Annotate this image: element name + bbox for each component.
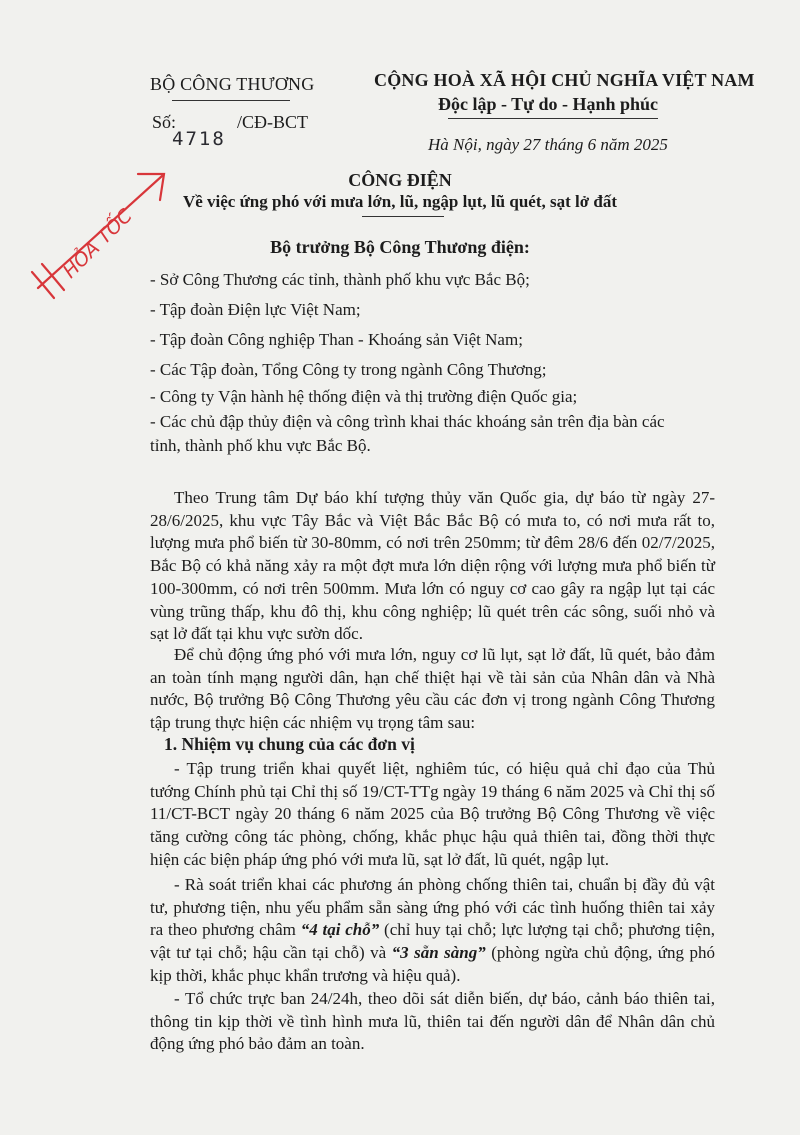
three-ready-motto: “3 sẵn sàng” [391,943,486,963]
ministry-underline [172,100,290,101]
paragraph-text-part: (chỉ huy tại chỗ; lực lượng tại chỗ; phương tiện, vật tư tại chỗ; hậu cần tại chỗ) và [150,920,715,963]
four-on-site-motto: “4 tại chỗ” [300,920,380,940]
recipient-item: - Công ty Vận hành hệ thống điện và thị trường điện Quốc gia; [150,387,578,406]
paragraph-text: - Tập trung triển khai quyết liệt, nghiêm túc, có hiệu quả chỉ đạo của Thủ tướng Chính phủ tại Chỉ thị số 19/CT-TTg ngày 19 tháng 6 năm 2025 và Chỉ thị số 11/CT-BCT ngày 20 tháng 6 năm 2025 của Bộ trưởng Bộ Công Thương về việc tăng cường công tác phòng, chống, khắc phục hậu quả thiên tai, đồng thời thực hiện các biện pháp ứng phó với mưa lũ, sạt lở đất, lũ quét, ngập lụt. [150,759,715,869]
document-subject: Về việc ứng phó với mưa lớn, lũ, ngập lụt, lũ quét, sạt lở đất [182,192,618,211]
task-paragraph [150,988,715,1056]
national-title: CỘNG HOÀ XÃ HỘI CHỦ NGHĨA VIỆT NAM [374,70,755,90]
document-number-suffix: /CĐ-BCT [237,112,309,132]
subject-underline [362,216,444,217]
paragraph-text: Để chủ động ứng phó với mưa lớn, nguy cơ lũ lụt, sạt lở đất, lũ quét, bảo đảm an toàn tính mạng người dân, hạn chế thiệt hại về tài sản của Nhân dân và Nhà nước, Bộ trưởng Bộ Công Thương yêu cầu các đơn vị trong ngành Công Thương tập trung thực hiện các nhiệm vụ trọng tâm sau: [150,645,715,733]
recipient-item: - Sở Công Thương các tỉnh, thành phố khu vực Bắc Bộ; [150,270,530,289]
recipient-item: - Tập đoàn Công nghiệp Than - Khoáng sản Việt Nam; [150,330,523,349]
place-date: Hà Nội, ngày 27 tháng 6 năm 2025 [428,135,668,154]
urgent-stamp-text: HỎA TỐC [58,204,137,283]
recipient-item: - Các Tập đoàn, Tổng Công ty trong ngành Công Thương; [150,360,547,379]
motto-underline [448,118,658,119]
paragraph-text-part: - Rà soát triển khai các phương án phòng chống thiên tai, chuẩn bị đầy đủ vật tư, phương tiện, nhu yếu phẩm sẵn sàng ứng phó với các tình huống thiên tai xảy ra theo phương châm [150,875,715,940]
document-number-label: Số: [152,112,177,132]
ministry-name: BỘ CÔNG THƯƠNG [150,74,315,94]
document-type: CÔNG ĐIỆN [348,170,452,190]
forecast-paragraph [150,487,715,646]
document-number-handwritten: 4718 [172,128,226,150]
task-paragraph [150,874,715,988]
paragraph-text: Theo Trung tâm Dự báo khí tượng thủy văn Quốc gia, dự báo từ ngày 27-28/6/2025, khu vực Tây Bắc và Việt Bắc Bắc Bộ có mưa to, có nơi mưa rất to, lượng mưa phổ biến từ 30-80mm, có nơi trên 250mm; từ đêm 28/6 đến 02/7/2025, Bắc Bộ có khả năng xảy ra một đợt mưa lớn diện rộng với lượng mưa phổ biến từ 100-300mm, có nơi trên 500mm. Mưa lớn có nguy cơ cao gây ra ngập lụt tại các vùng trũng thấp, khu đô thị, khu công nghiệp; lũ quét trên các sông, suối nhỏ và sạt lở đất tại khu vực sườn dốc. [150,488,715,644]
national-motto: Độc lập - Tự do - Hạnh phúc [438,94,659,114]
paragraph-text: - Tổ chức trực ban 24/24h, theo dõi sát diễn biến, dự báo, cảnh báo thiên tai, thông tin kịp thời về tình hình mưa lũ, thiên tai đến người dân để Nhân dân chủ động ứng phó bảo đảm an toàn. [150,989,715,1054]
recipient-item: - Các chủ đập thủy điện và công trình khai thác khoáng sản trên địa bàn các [150,412,665,431]
paragraph-text [150,874,715,988]
directive-intro-paragraph [150,644,715,735]
task-paragraph [150,758,715,872]
recipient-item: tỉnh, thành phố khu vực Bắc Bộ. [150,436,371,455]
section-title: 1. Nhiệm vụ chung của các đơn vị [164,734,415,754]
recipient-item: - Tập đoàn Điện lực Việt Nam; [150,300,361,319]
opening-line: Bộ trưởng Bộ Công Thương điện: [270,237,530,257]
paragraph-text-part: (phòng ngừa chủ động, ứng phó kịp thời, khắc phục khẩn trương và hiệu quả). [150,943,715,985]
